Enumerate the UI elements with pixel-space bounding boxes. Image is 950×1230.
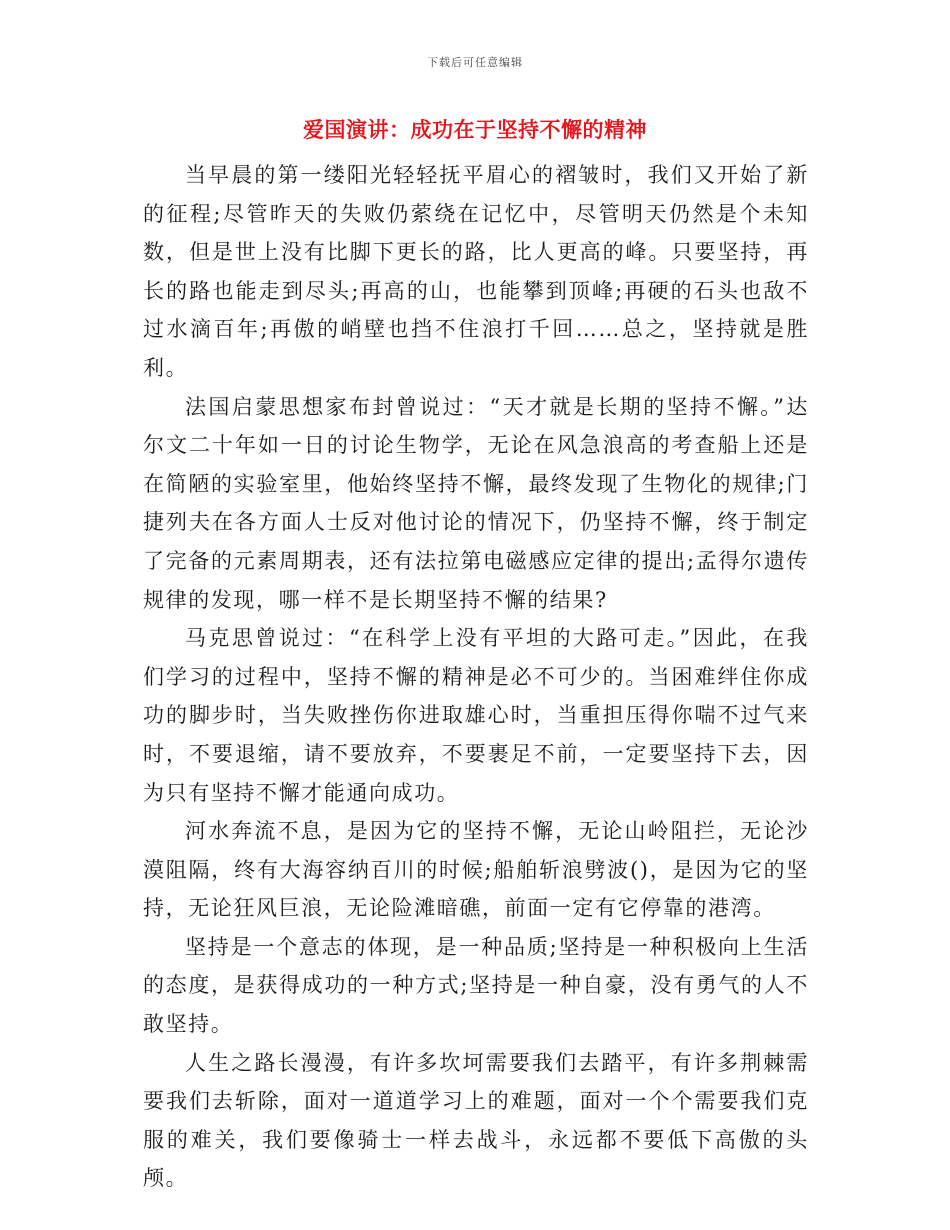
paragraph-2: 法国启蒙思想家布封曾说过：“天才就是长期的坚持不懈。”达尔文二十年如一日的讨论生物学，无论在风急浪高的考查船上还是在简陋的实验室里，他始终坚持不懈，最终发现了生物化的规律;门捷列夫在各方面人士反对他讨论的情况下，仍坚持不懈，终于制定了完备的元素周期表，还有法拉第电磁感应定律的提出;孟得尔遗传规律的发现，哪一样不是长期坚持不懈的结果? (143, 394, 809, 612)
paragraph-4: 河水奔流不息，是因为它的坚持不懈，无论山岭阻拦，无论沙漠阻隔，终有大海容纳百川的时候;船舶斩浪劈波()，是因为它的坚持，无论狂风巨浪，无论险滩暗礁，前面一定有它停靠的港湾。 (143, 819, 809, 921)
page-title: 爱国演讲：成功在于坚持不懈的精神 (303, 118, 647, 142)
paragraph-6: 人生之路长漫漫，有许多坎坷需要我们去踏平，有许多荆棘需要我们去斩除，面对一道道学习上的难题，面对一个个需要我们克服的难关，我们要像骑士一样去战斗，永远都不要低下高傲的头颅。 (143, 1050, 809, 1191)
header-note: 下载后可任意编辑 (427, 56, 523, 69)
paragraph-3: 马克思曾说过：“在科学上没有平坦的大路可走。”因此，在我们学习的过程中，坚持不懈的精神是必不可少的。当困难绊住你成功的脚步时，当失败挫伤你进取雄心时，当重担压得你喘不过气来时，不要退缩，请不要放弃，不要裹足不前，一定要坚持下去，因为只有坚持不懈才能通向成功。 (143, 626, 809, 805)
paragraph-1: 当早晨的第一缕阳光轻轻抚平眉心的褶皱时，我们又开始了新的征程;尽管昨天的失败仍萦绕在记忆中，尽管明天仍然是个未知数，但是世上没有比脚下更长的路，比人更高的峰。只要坚持，再长的路也能走到尽头;再高的山，也能攀到顶峰;再硬的石头也敌不过水滴百年;再傲的峭壁也挡不住浪打千回……总之，坚持就是胜利。 (143, 163, 809, 380)
paragraph-5: 坚持是一个意志的体现，是一种品质;坚持是一种积极向上生活的态度，是获得成功的一种方式;坚持是一种自豪，没有勇气的人不敢坚持。 (143, 934, 809, 1037)
article-body (143, 156, 809, 1198)
